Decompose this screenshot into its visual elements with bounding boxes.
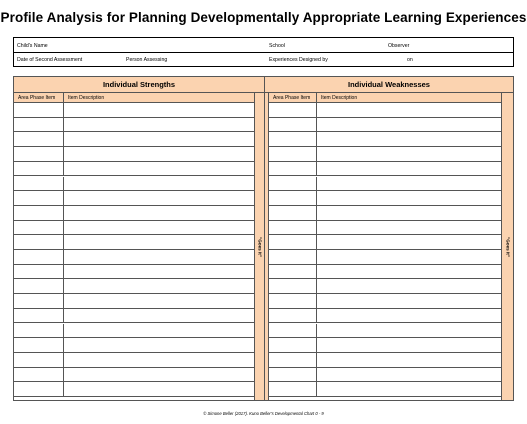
- weaknesses-table-row: [269, 103, 501, 118]
- strengths-description-cell[interactable]: [64, 353, 254, 367]
- weaknesses-table-row: [269, 132, 501, 147]
- weaknesses-table-row: [269, 324, 501, 339]
- weaknesses-table-row: [269, 177, 501, 192]
- strengths-area-cell[interactable]: [14, 132, 64, 146]
- weaknesses-description-cell[interactable]: [317, 162, 501, 176]
- strengths-area-cell[interactable]: [14, 235, 64, 249]
- strengths-table-row: [14, 250, 254, 265]
- weaknesses-table-row: [269, 353, 501, 368]
- weaknesses-description-cell[interactable]: [317, 279, 501, 293]
- strengths-area-cell[interactable]: [14, 177, 64, 191]
- weaknesses-description-cell[interactable]: [317, 132, 501, 146]
- strengths-panel: [13, 76, 265, 401]
- weaknesses-area-cell[interactable]: [269, 309, 317, 323]
- weaknesses-table-row: [269, 118, 501, 133]
- weaknesses-table-row: [269, 162, 501, 177]
- weaknesses-table-row: [269, 279, 501, 294]
- weaknesses-description-cell[interactable]: [317, 147, 501, 161]
- strengths-description-cell[interactable]: [64, 250, 254, 264]
- weaknesses-area-cell[interactable]: [269, 279, 317, 293]
- weaknesses-table-row: [269, 338, 501, 353]
- weaknesses-area-cell[interactable]: [269, 147, 317, 161]
- weaknesses-area-cell[interactable]: [269, 294, 317, 308]
- strengths-area-cell[interactable]: [14, 382, 64, 396]
- copyright-footer: © Simone Beller (2017). Kuno Beller's Developmental Chart 0 - 9: [203, 411, 324, 416]
- weaknesses-table-row: [269, 147, 501, 162]
- strengths-table-row: [14, 294, 254, 309]
- page-title: Profile Analysis for Planning Developmentally Appropriate Learning Experiences: [0, 10, 527, 25]
- weaknesses-description-cell[interactable]: [317, 221, 501, 235]
- weaknesses-table-row: [269, 309, 501, 324]
- weaknesses-description-cell[interactable]: [317, 338, 501, 352]
- weaknesses-description-cell[interactable]: [317, 235, 501, 249]
- strengths-table-row: [14, 279, 254, 294]
- weaknesses-table-row: [269, 221, 501, 236]
- strengths-area-cell[interactable]: [14, 103, 64, 117]
- strengths-area-cell[interactable]: [14, 353, 64, 367]
- weaknesses-area-cell[interactable]: [269, 382, 317, 396]
- weaknesses-area-cell[interactable]: [269, 103, 317, 117]
- weaknesses-area-cell[interactable]: [269, 368, 317, 382]
- childs-name-label: Child's Name: [17, 43, 48, 49]
- strengths-table-row: [14, 368, 254, 383]
- weaknesses-description-cell[interactable]: [317, 191, 501, 205]
- strengths-area-cell[interactable]: [14, 368, 64, 382]
- strengths-table-row: [14, 324, 254, 339]
- weaknesses-area-cell[interactable]: [269, 235, 317, 249]
- strengths-table-row: [14, 221, 254, 236]
- strengths-area-cell[interactable]: [14, 118, 64, 132]
- strengths-description-cell[interactable]: [64, 294, 254, 308]
- weaknesses-side-label: "Goes It": [505, 236, 510, 257]
- weaknesses-area-cell[interactable]: [269, 324, 317, 338]
- weaknesses-description-cell[interactable]: [317, 324, 501, 338]
- strengths-table-row: [14, 235, 254, 250]
- strengths-area-cell[interactable]: [14, 294, 64, 308]
- strengths-description-cell[interactable]: [64, 279, 254, 293]
- weaknesses-table-row: [269, 235, 501, 250]
- strengths-description-cell[interactable]: [64, 368, 254, 382]
- strengths-description-cell[interactable]: [64, 118, 254, 132]
- weaknesses-table-row: [269, 191, 501, 206]
- strengths-area-cell[interactable]: [14, 221, 64, 235]
- weaknesses-area-cell[interactable]: [269, 221, 317, 235]
- weaknesses-table-row: [269, 294, 501, 309]
- weaknesses-heading: Individual Weaknesses: [265, 77, 513, 93]
- strengths-description-cell[interactable]: [64, 221, 254, 235]
- weaknesses-area-cell[interactable]: [269, 265, 317, 279]
- strengths-description-cell[interactable]: [64, 309, 254, 323]
- weaknesses-area-cell[interactable]: [269, 353, 317, 367]
- school-label: School: [269, 43, 285, 49]
- info-divider: [14, 52, 513, 53]
- strengths-area-cell[interactable]: [14, 324, 64, 338]
- strengths-table-row: [14, 309, 254, 324]
- weaknesses-description-cell[interactable]: [317, 250, 501, 264]
- strengths-area-cell[interactable]: [14, 250, 64, 264]
- strengths-description-cell[interactable]: [64, 162, 254, 176]
- weaknesses-description-cell[interactable]: [317, 118, 501, 132]
- strengths-description-cell[interactable]: [64, 206, 254, 220]
- weaknesses-area-cell[interactable]: [269, 338, 317, 352]
- strengths-table-row: [14, 177, 254, 192]
- weaknesses-description-cell[interactable]: [317, 309, 501, 323]
- person-assessing-label: Person Assessing: [126, 57, 168, 63]
- weaknesses-area-cell[interactable]: [269, 191, 317, 205]
- strengths-table-row: [14, 191, 254, 206]
- weaknesses-table-row: [269, 250, 501, 265]
- weaknesses-description-cell[interactable]: [317, 382, 501, 396]
- strengths-area-cell[interactable]: [14, 309, 64, 323]
- experiences-designed-by-label: Experiences Designed by: [269, 57, 328, 63]
- weaknesses-description-cell[interactable]: [317, 368, 501, 382]
- weaknesses-area-cell[interactable]: [269, 118, 317, 132]
- strengths-description-cell[interactable]: [64, 147, 254, 161]
- strengths-description-cell[interactable]: [64, 177, 254, 191]
- weaknesses-description-cell[interactable]: [317, 265, 501, 279]
- strengths-table-row: [14, 147, 254, 162]
- weaknesses-description-cell[interactable]: [317, 177, 501, 191]
- weaknesses-area-cell[interactable]: [269, 206, 317, 220]
- weaknesses-description-cell[interactable]: [317, 353, 501, 367]
- weaknesses-table-row: [269, 382, 501, 397]
- weaknesses-description-cell[interactable]: [317, 206, 501, 220]
- on-label: on: [407, 57, 413, 63]
- strengths-area-cell[interactable]: [14, 265, 64, 279]
- weaknesses-area-cell[interactable]: [269, 250, 317, 264]
- weaknesses-description-cell[interactable]: [317, 294, 501, 308]
- strengths-area-cell[interactable]: [14, 191, 64, 205]
- strengths-description-cell[interactable]: [64, 324, 254, 338]
- strengths-area-cell[interactable]: [14, 147, 64, 161]
- strengths-area-cell[interactable]: [14, 279, 64, 293]
- weaknesses-area-cell[interactable]: [269, 177, 317, 191]
- strengths-table-row: [14, 132, 254, 147]
- observer-label: Observer: [388, 43, 410, 49]
- strengths-description-cell[interactable]: [64, 338, 254, 352]
- weaknesses-description-header: Item Description: [317, 93, 502, 103]
- strengths-description-header: Item Description: [64, 93, 255, 103]
- strengths-description-cell[interactable]: [64, 103, 254, 117]
- strengths-description-cell[interactable]: [64, 265, 254, 279]
- strengths-table-row: [14, 382, 254, 397]
- strengths-table-row: [14, 103, 254, 118]
- strengths-description-cell[interactable]: [64, 235, 254, 249]
- weaknesses-area-cell[interactable]: [269, 162, 317, 176]
- header-info-box: [13, 37, 514, 67]
- strengths-description-cell[interactable]: [64, 132, 254, 146]
- weaknesses-description-cell[interactable]: [317, 103, 501, 117]
- strengths-area-cell[interactable]: [14, 162, 64, 176]
- strengths-table-row: [14, 353, 254, 368]
- weaknesses-table-row: [269, 265, 501, 280]
- weaknesses-table-row: [269, 206, 501, 221]
- strengths-table-row: [14, 338, 254, 353]
- strengths-description-cell[interactable]: [64, 382, 254, 396]
- strengths-side-label: "Goes It": [257, 236, 262, 257]
- strengths-area-cell[interactable]: [14, 338, 64, 352]
- weaknesses-area-cell[interactable]: [269, 132, 317, 146]
- strengths-description-cell[interactable]: [64, 191, 254, 205]
- strengths-side-strip: [254, 93, 264, 400]
- weaknesses-panel: [264, 76, 514, 401]
- weaknesses-side-strip: [501, 93, 513, 400]
- strengths-table-row: [14, 162, 254, 177]
- strengths-area-cell[interactable]: [14, 206, 64, 220]
- strengths-area-header: Area Phase Item: [14, 93, 64, 103]
- date-second-assessment-label: Date of Second Assessment: [17, 57, 83, 63]
- strengths-table-row: [14, 118, 254, 133]
- strengths-table-row: [14, 265, 254, 280]
- weaknesses-area-header: Area Phase Item: [269, 93, 317, 103]
- strengths-heading: Individual Strengths: [14, 77, 264, 93]
- weaknesses-table-row: [269, 368, 501, 383]
- strengths-table-row: [14, 206, 254, 221]
